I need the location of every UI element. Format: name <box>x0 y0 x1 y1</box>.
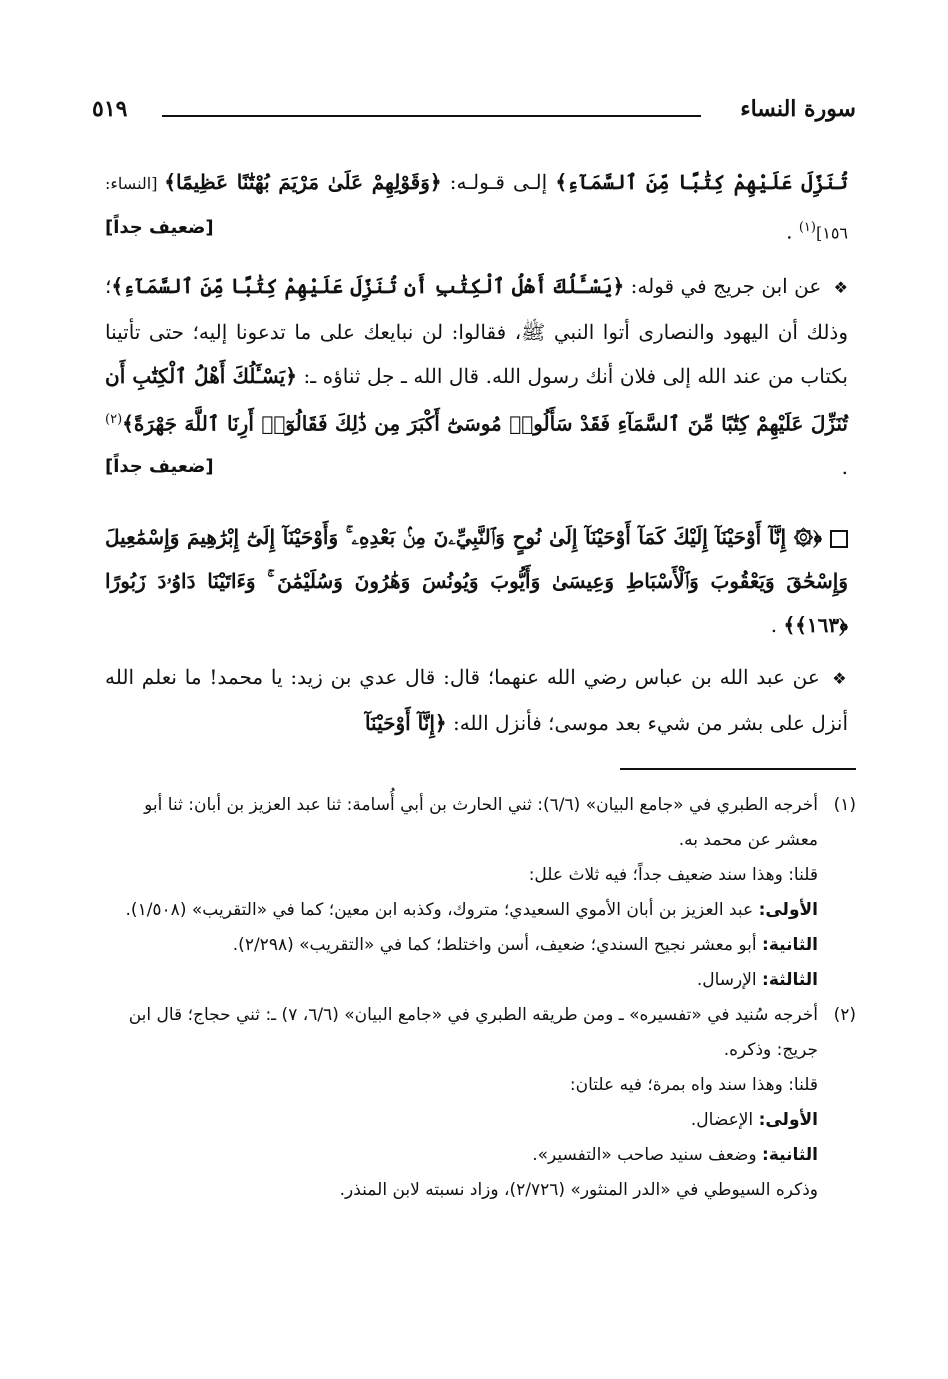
footnote-line: وذكره السيوطي في «الدر المنثور» (٢/٧٢٦)، وزاد نسبته لابن المنذر. <box>339 1180 818 1200</box>
paragraph-2: ❖ عن ابن جريج في قوله: ﴿يَسْـَٔلُكَ أَهْلُ ٱلْكِتَٰبِ أَن تُنَزِّلَ عَلَيْهِمْ كِتَٰبًا مِّنَ ٱلسَّمَآءِ﴾؛ وذلك أن اليهود والنصارى أتوا النبي ﷺ، فقالوا: لن نبايعك على ما تدعونا إليه؛ حتى تأتينا بكتاب من عند الله إلى فلان أنك رسول الله. قال الله ـ جل ثناؤه ـ: ﴿يَسْـَٔلُكَ أَهْلُ ٱلْكِتَٰبِ أَن تُنَزِّلَ عَلَيْهِمْ كِتَٰبًا مِّنَ ٱلسَّمَآءِ فَقَدْ سَأَلُوا۟ مُوسَىٰٓ أَكْبَرَ مِن ذَٰلِكَ فَقَالُوٓا۟ أَرِنَا ٱللَّهَ جَهْرَةً﴾$^{(٢)}$ . [ضعيف جداً] <box>105 264 848 490</box>
main-text <box>105 160 848 745</box>
diamond-bullet-icon: ❖ <box>832 669 848 689</box>
footnote-line <box>105 1138 818 1173</box>
connector-text: إلـى قـولـه: <box>441 170 556 194</box>
footnote-text: عبد العزيز بن أبان الأموي السعيدي؛ متروك، وكذبه ابن معين؛ كما في «التقريب» (١/٥٠٨). <box>125 900 759 920</box>
footnote-number: (٢) <box>833 1005 856 1025</box>
footnote-label: الأولى: <box>758 1110 818 1130</box>
paragraph-1: تُنَزِّلَ عَلَيْهِمْ كِتَٰبًا مِّنَ ٱلسَّمَآءِ﴾ إلـى قـولـه: ﴿وَقَوْلِهِمْ عَلَىٰ مَرْيَمَ بُهْتَٰنًا عَظِيمًا﴾ [النساء: ١٥٦]$^{(١)}$ . [ضعيف جداً] <box>105 160 848 256</box>
page-header <box>92 96 856 136</box>
footnote-line: أخرجه سُنيد في «تفسيره» ـ ومن طريقه الطبري في «جامع البيان» (٦/٦، ٧) ـ: ثني حجاج؛ قال ابن جريج: وذكره. <box>128 1005 818 1060</box>
quran-verse: ﴿إِنَّآ أَوْحَيْنَآ <box>364 711 447 736</box>
paragraph-4 <box>105 655 848 745</box>
footnote-label: الثانية: <box>762 935 818 955</box>
footnote-line <box>105 928 818 963</box>
footnote-line <box>105 1103 818 1138</box>
verse-reference: [النساء: ١٥٦] <box>105 174 848 243</box>
footnote-2 <box>105 998 856 1208</box>
footnote-label: الأولى: <box>758 900 818 920</box>
header-rule <box>162 115 701 117</box>
quran-verse: ﴿يَسْـَٔلُكَ أَهْلُ ٱلْكِتَٰبِ أَن تُنَزِّلَ عَلَيْهِمْ كِتَٰبًا مِّنَ ٱلسَّمَآءِ﴾ <box>111 273 625 298</box>
diamond-bullet-icon: ❖ <box>833 277 849 297</box>
page-number: ٥١٩ <box>92 96 128 122</box>
footnote-text: الإعضال. <box>690 1110 759 1130</box>
footnote-line <box>105 963 818 998</box>
paragraph-text: عن عبد الله بن عباس رضي الله عنهما؛ قال: قال عدي بن زيد: يا محمد! ما نعلم الله أنزل على بشر من شيء بعد موسى؛ فأنزل الله: <box>105 665 848 736</box>
grade-label: [ضعيف جداً] <box>105 456 214 478</box>
footnote-text: الإرسال. <box>696 970 763 990</box>
paragraph-text: عن ابن جريج في قوله: <box>624 273 828 298</box>
footnote-1 <box>105 788 856 998</box>
footnote-body <box>105 788 818 998</box>
grade-label: [ضعيف جداً] <box>105 217 214 238</box>
footnote-marker: (١) <box>798 220 816 235</box>
footnote-line <box>105 893 818 928</box>
footnote-line: أخرجه الطبري في «جامع البيان» (٦/٦): ثني الحارث بن أبي أُسامة: ثنا عبد العزيز بن أبان: ثنا أبو معشر عن محمد به. <box>144 795 818 850</box>
footnote-marker: (٢) <box>105 411 123 427</box>
sura-title: سورة النساء <box>740 96 856 122</box>
quran-verse: ﴿وَقَوْلِهِمْ عَلَىٰ مَرْيَمَ بُهْتَٰنًا عَظِيمًا﴾ <box>164 170 442 194</box>
footnote-label: الثانية: <box>762 1145 818 1165</box>
quran-verse: ﴿يَسْـَٔلُكَ أَهْلُ ٱلْكِتَٰبِ أَن تُنَزِّلَ عَلَيْهِمْ كِتَٰبًا مِّنَ ٱلسَّمَآءِ فَقَدْ سَأَلُوا۟ مُوسَىٰٓ أَكْبَرَ مِن ذَٰلِكَ فَقَالُوٓا۟ أَرِنَا ٱللَّهَ جَهْرَةً﴾ <box>105 363 848 436</box>
quran-verse: ﴿۞ إِنَّآ أَوْحَيْنَآ إِلَيْكَ كَمَآ أَوْحَيْنَآ إِلَىٰ نُوحٍ وَٱلنَّبِيِّۦنَ مِنۢ بَعْدِهِۦ ۚ وَأَوْحَيْنَآ إِلَىٰٓ إِبْرَٰهِيمَ وَإِسْمَٰعِيلَ وَإِسْحَٰقَ وَيَعْقُوبَ وَٱلْأَسْبَاطِ وَعِيسَىٰ وَأَيُّوبَ وَيُونُسَ وَهَٰرُونَ وَسُلَيْمَٰنَ ۚ وَءَاتَيْنَا دَاوُۥدَ زَبُورًا ﴿١٦٣﴾﴾ <box>105 525 848 638</box>
paragraph-3: ﴿۞ إِنَّآ أَوْحَيْنَآ إِلَيْكَ كَمَآ أَوْحَيْنَآ إِلَىٰ نُوحٍ وَٱلنَّبِيِّۦنَ مِنۢ بَعْدِهِۦ ۚ وَأَوْحَيْنَآ إِلَىٰٓ إِبْرَٰهِيمَ وَإِسْمَٰعِيلَ وَإِسْحَٰقَ وَيَعْقُوبَ وَٱلْأَسْبَاطِ وَعِيسَىٰ وَأَيُّوبَ وَيُونُسَ وَهَٰرُونَ وَسُلَيْمَٰنَ ۚ وَءَاتَيْنَا دَاوُۥدَ زَبُورًا ﴿١٦٣﴾﴾ . <box>105 525 848 638</box>
footnote-line: قلنا: وهذا سند ضعيف جداً؛ فيه ثلاث علل: <box>528 865 818 885</box>
footnote-label: الثالثة: <box>762 970 818 990</box>
quran-verse: تُنَزِّلَ عَلَيْهِمْ كِتَٰبًا مِّنَ ٱلسَّمَآءِ﴾ <box>555 170 848 194</box>
footnote-text: وضعف سنيد صاحب «التفسير». <box>532 1145 763 1165</box>
footnote-text: أبو معشر نجيح السندي؛ ضعيف، أسن واختلط؛ كما في «التقريب» (٢/٢٩٨). <box>232 935 763 955</box>
paragraph-text: ؛ وذلك أن اليهود والنصارى أتوا النبي ﷺ، فقالوا: لن نبايعك على ما تدعونا إليه؛ حتى تأتينا بكتاب من عند الله إلى فلان أنك رسول الله. قال الله ـ جل ثناؤه ـ: <box>105 273 848 388</box>
footnote-number: (١) <box>833 795 856 815</box>
footnote-line: قلنا: وهذا سند واه بمرة؛ فيه علتان: <box>569 1075 818 1095</box>
footnotes <box>105 788 856 1208</box>
square-bullet-icon <box>830 530 848 548</box>
footnote-body <box>105 998 818 1208</box>
footnote-separator <box>620 768 856 770</box>
